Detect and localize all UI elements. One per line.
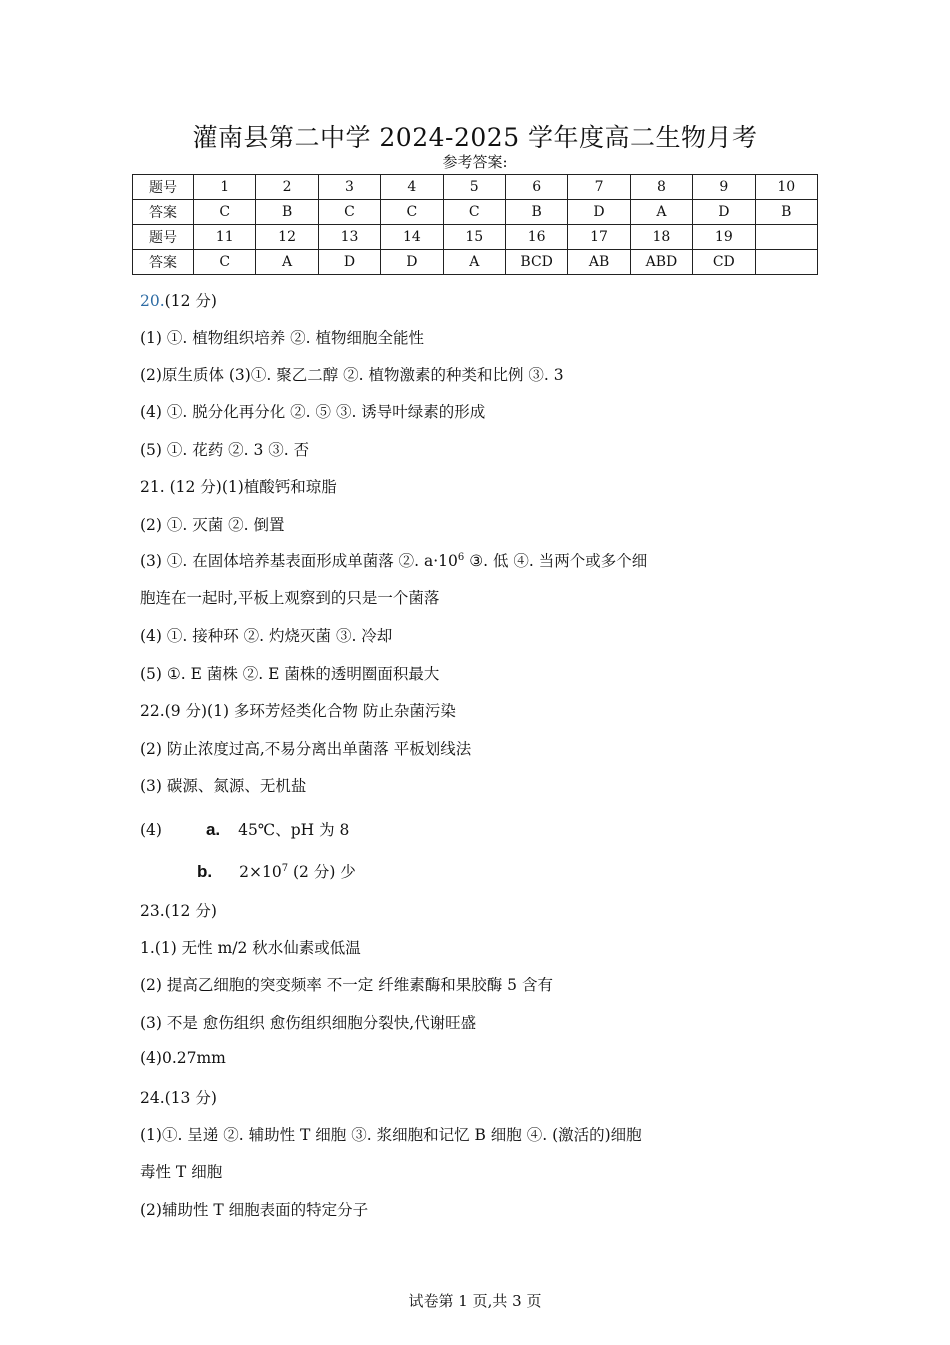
q21-line-1: (2) ①. 灭菌 ②. 倒置 (140, 516, 285, 534)
table-cell: 16 (505, 225, 567, 250)
q21-line-2-text: (3) ①. 在固体培养基表面形成单菌落 ②. a·10 (140, 552, 458, 570)
row-label: 答案 (133, 250, 194, 275)
table-cell: 3 (318, 175, 380, 200)
table-cell: ABD (630, 250, 692, 275)
table-cell: BCD (505, 250, 567, 275)
table-cell: 8 (630, 175, 692, 200)
table-cell: AB (568, 250, 630, 275)
table-row (133, 200, 818, 225)
q21-exponent: 6 (457, 551, 465, 563)
table-cell (755, 250, 817, 275)
q22-exponent: 7 (281, 862, 289, 874)
table-cell: 2 (256, 175, 318, 200)
table-cell: D (318, 250, 380, 275)
table-cell: 14 (381, 225, 443, 250)
table-cell: 11 (194, 225, 256, 250)
table-cell (755, 225, 817, 250)
q22-line-3 (140, 818, 349, 840)
table-row (133, 250, 818, 275)
q23-line-2: (2) 提高乙细胞的突变频率 不一定 纤维素酶和果胶酶 5 含有 (140, 976, 553, 994)
q22-line-1: (2) 防止浓度过高,不易分离出单菌落 平板划线法 (140, 740, 472, 758)
table-cell: 17 (568, 225, 630, 250)
table-cell: 9 (693, 175, 755, 200)
table-cell: A (630, 200, 692, 225)
q20-line-2: (2)原生质体 (3)①. 聚乙二醇 ②. 植物激素的种类和比例 ③. 3 (140, 366, 564, 384)
table-cell: 13 (318, 225, 380, 250)
q21-line-2-rest: ③. 低 ④. 当两个或多个细 (464, 552, 648, 570)
q20-line-3: (4) ①. 脱分化再分化 ②. ⑤ ③. 诱导叶绿素的形成 (140, 403, 486, 421)
q21-line-2-cont: 胞连在一起时,平板上观察到的只是一个菌落 (140, 589, 440, 607)
q21-line-4: (5) ①. E 菌株 ②. E 菌株的透明圈面积最大 (140, 665, 440, 683)
q21-line-0: 21. (12 分)(1)植酸钙和琼脂 (140, 478, 337, 496)
q22-sub-b: b. (197, 862, 213, 881)
q24-line-3: (2)辅助性 T 细胞表面的特定分子 (140, 1201, 369, 1219)
table-cell: 1 (194, 175, 256, 200)
table-cell: 10 (755, 175, 817, 200)
q23-line-3: (3) 不是 愈伤组织 愈伤组织细胞分裂快,代谢旺盛 (140, 1014, 477, 1032)
q20-line-1: (1) ①. 植物组织培养 ②. 植物细胞全能性 (140, 329, 425, 347)
page-footer: 试卷第 1 页,共 3 页 (408, 1292, 542, 1310)
table-cell: 18 (630, 225, 692, 250)
q21-line-3: (4) ①. 接种环 ②. 灼烧灭菌 ③. 冷却 (140, 627, 393, 645)
q22-sub-b-text: 2×10 (239, 863, 282, 881)
table-cell: 7 (568, 175, 630, 200)
row-label: 答案 (133, 200, 194, 225)
table-cell: A (256, 250, 318, 275)
table-cell: A (443, 250, 505, 275)
table-cell: D (693, 200, 755, 225)
table-cell: 4 (381, 175, 443, 200)
table-row (133, 175, 818, 200)
table-cell: C (318, 200, 380, 225)
q23-line-1: 1.(1) 无性 m/2 秋水仙素或低温 (140, 939, 361, 957)
table-cell: 19 (693, 225, 755, 250)
q22-sub-a: a. (205, 820, 221, 839)
table-cell: 12 (256, 225, 318, 250)
table-cell: 6 (505, 175, 567, 200)
table-cell: B (755, 200, 817, 225)
q20-score: (12 分) (164, 292, 217, 310)
q20-number: 20. (140, 292, 165, 310)
page-title: 灌南县第二中学 2024-2025 学年度高二生物月考 (192, 123, 758, 152)
q20-heading (140, 289, 217, 311)
table-row (133, 225, 818, 250)
q24-line-0: 24.(13 分) (140, 1089, 217, 1107)
q22-line-4 (197, 860, 356, 882)
q20-line-4: (5) ①. 花药 ②. 3 ③. 否 (140, 441, 310, 459)
answer-table (132, 174, 818, 275)
table-cell: B (256, 200, 318, 225)
table-cell: 15 (443, 225, 505, 250)
answer-subtitle: 参考答案: (442, 153, 508, 171)
table-cell: B (505, 200, 567, 225)
table-cell: D (381, 250, 443, 275)
table-cell: 5 (443, 175, 505, 200)
q22-sub-b-rest: (2 分) 少 (288, 863, 356, 881)
table-cell: D (568, 200, 630, 225)
q22-part-4: (4) (140, 821, 162, 839)
q23-line-4: (4)0.27mm (140, 1049, 226, 1067)
table-cell: C (194, 250, 256, 275)
q23-line-0: 23.(12 分) (140, 902, 217, 920)
q22-sub-a-text: 45℃、pH 为 8 (238, 821, 350, 839)
row-label: 题号 (133, 175, 194, 200)
table-cell: C (381, 200, 443, 225)
table-cell: CD (693, 250, 755, 275)
q22-line-0: 22.(9 分)(1) 多环芳烃类化合物 防止杂菌污染 (140, 702, 456, 720)
q24-line-1: (1)①. 呈递 ②. 辅助性 T 细胞 ③. 浆细胞和记忆 B 细胞 ④. (激活的)细胞 (140, 1126, 642, 1144)
row-label: 题号 (133, 225, 194, 250)
table-cell: C (194, 200, 256, 225)
table-cell: C (443, 200, 505, 225)
q24-line-2: 毒性 T 细胞 (140, 1163, 223, 1181)
q21-line-2 (140, 549, 647, 571)
q22-line-2: (3) 碳源、氮源、无机盐 (140, 777, 307, 795)
